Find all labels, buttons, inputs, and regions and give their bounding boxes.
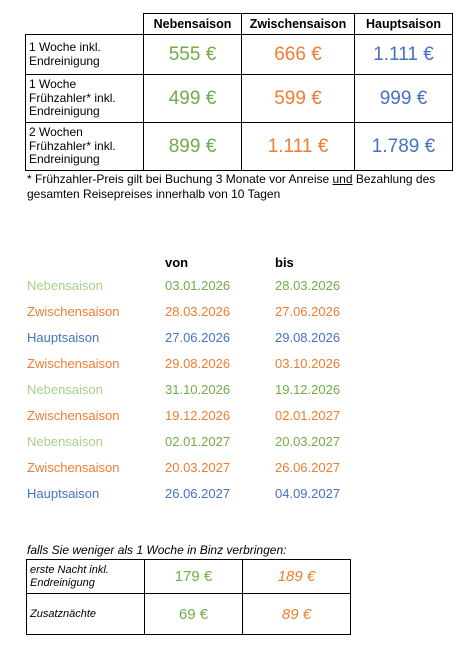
row-label: 1 Woche inkl. Endreinigung — [26, 35, 144, 75]
price-table — [25, 13, 453, 171]
short-row-label: Zusatznächte — [27, 594, 145, 635]
season-name: Nebensaison — [27, 381, 103, 397]
season-from-date: 03.01.2026 — [165, 277, 231, 293]
season-to-date: 19.12.2026 — [275, 381, 341, 397]
season-from-date: 29.08.2026 — [165, 355, 231, 371]
season-name: Zwischensaison — [27, 459, 120, 475]
short-price-nebensaison: 69 € — [145, 594, 243, 635]
season-row — [27, 298, 385, 324]
season-name: Zwischensaison — [27, 355, 120, 371]
short-price-nebensaison: 179 € — [145, 560, 243, 594]
early-payment-footnote — [27, 172, 447, 202]
season-name: Nebensaison — [27, 433, 103, 449]
season-name: Zwischensaison — [27, 407, 120, 423]
season-row — [27, 428, 385, 454]
footnote-text-2: Bezahlung des gesamten Reisepreises innerhalb von 10 Tagen — [27, 172, 436, 201]
row-label: 1 Woche Frühzahler* inkl. Endreinigung — [26, 75, 144, 123]
price-row-2-weeks-early — [26, 123, 453, 171]
season-row — [27, 402, 385, 428]
season-to-date: 02.01.2027 — [275, 407, 341, 423]
price-hauptsaison: 1.789 € — [355, 123, 453, 171]
season-name: Zwischensaison — [27, 303, 120, 319]
price-row-1-week — [26, 35, 453, 75]
season-header-blank — [27, 252, 165, 272]
column-von: von — [165, 254, 189, 270]
price-nebensaison: 899 € — [144, 123, 242, 171]
season-row — [27, 454, 385, 480]
season-name: Hauptsaison — [27, 485, 100, 501]
header-hauptsaison: Hauptsaison — [355, 14, 453, 35]
price-nebensaison: 499 € — [144, 75, 242, 123]
season-from-date: 20.03.2027 — [165, 459, 231, 475]
season-name: Hauptsaison — [27, 329, 100, 345]
season-to-date: 29.08.2026 — [275, 329, 341, 345]
price-nebensaison: 555 € — [144, 35, 242, 75]
season-row — [27, 376, 385, 402]
season-from-date: 31.10.2026 — [165, 381, 231, 397]
short-price-zwischensaison: 189 € — [243, 560, 351, 594]
season-to-date: 26.06.2027 — [275, 459, 341, 475]
price-zwischensaison: 599 € — [242, 75, 355, 123]
price-zwischensaison: 1.111 € — [242, 123, 355, 171]
season-to-date: 28.03.2026 — [275, 277, 341, 293]
header-zwischensaison: Zwischensaison — [242, 14, 355, 35]
season-dates-table — [27, 252, 385, 506]
price-row-1-week-early — [26, 75, 453, 123]
season-from-date: 19.12.2026 — [165, 407, 231, 423]
season-to-date: 27.06.2026 — [275, 303, 341, 319]
column-bis: bis — [275, 254, 294, 270]
header-blank-cell — [26, 14, 144, 35]
season-name: Nebensaison — [27, 277, 103, 293]
footnote-text-1: * Frühzahler-Preis gilt bei Buchung 3 Monate vor Anreise — [27, 172, 333, 186]
price-hauptsaison: 1.111 € — [355, 35, 453, 75]
season-rows — [27, 272, 385, 506]
season-from-date: 02.01.2027 — [165, 433, 231, 449]
season-row — [27, 480, 385, 506]
short-stay-table — [26, 559, 351, 635]
short-row-label: erste Nacht inkl. Endreinigung — [27, 560, 145, 594]
short-price-zwischensaison: 89 € — [243, 594, 351, 635]
price-hauptsaison: 999 € — [355, 75, 453, 123]
season-row — [27, 350, 385, 376]
season-row — [27, 272, 385, 298]
season-table-header — [27, 252, 385, 272]
short-stay-note: falls Sie weniger als 1 Woche in Binz verbringen: — [27, 543, 287, 557]
price-table-header — [26, 14, 453, 35]
price-zwischensaison: 666 € — [242, 35, 355, 75]
season-to-date: 03.10.2026 — [275, 355, 341, 371]
season-to-date: 20.03.2027 — [275, 433, 341, 449]
season-from-date: 27.06.2026 — [165, 329, 231, 345]
header-nebensaison: Nebensaison — [144, 14, 242, 35]
season-from-date: 28.03.2026 — [165, 303, 231, 319]
short-row-first-night — [27, 560, 351, 594]
season-from-date: 26.06.2027 — [165, 485, 231, 501]
footnote-underlined: und — [332, 172, 353, 186]
row-label: 2 Wochen Frühzahler* inkl. Endreinigung — [26, 123, 144, 171]
season-row — [27, 324, 385, 350]
season-to-date: 04.09.2027 — [275, 485, 341, 501]
short-row-extra-nights — [27, 594, 351, 635]
